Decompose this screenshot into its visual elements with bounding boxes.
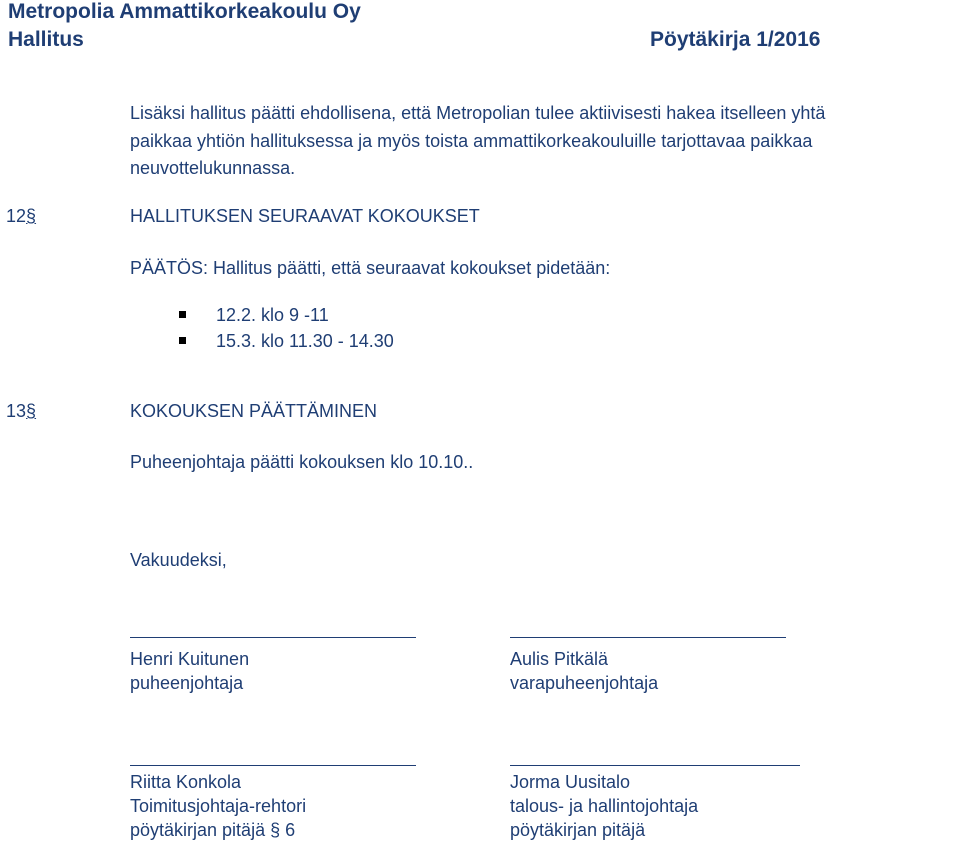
signatory-role: varapuheenjohtaja	[510, 673, 659, 693]
bullet-square-icon	[179, 311, 186, 318]
organization-name: Metropolia Ammattikorkeakoulu Oy	[8, 0, 361, 23]
signature-line	[130, 637, 416, 638]
signature-block-vice-chair	[510, 647, 658, 695]
closing-label: Vakuudeksi,	[130, 550, 227, 570]
body-name: Hallitus	[8, 28, 84, 51]
section-13-title: KOKOUKSEN PÄÄTTÄMINEN	[130, 401, 378, 421]
signatory-role: Toimitusjohtaja-rehtori	[130, 796, 307, 816]
bullet-square-icon	[179, 337, 186, 344]
signatory-name: Jorma Uusitalo	[510, 772, 631, 792]
intro-line-1: Lisäksi hallitus päätti ehdollisena, että Metropolian tulee aktiivisesti hakea itselleen yhtä	[130, 103, 826, 123]
signatory-note: pöytäkirjan pitäjä	[510, 820, 646, 840]
section-12-title: HALLITUKSEN SEURAAVAT KOKOUKSET	[130, 206, 480, 226]
signatory-note	[130, 818, 306, 842]
signatory-role: talous- ja hallintojohtaja	[510, 796, 699, 816]
meeting-date-item: 15.3. klo 11.30 - 14.30	[216, 331, 394, 351]
signatory-note-paragraph: § 6	[270, 820, 296, 840]
signature-line	[510, 637, 786, 638]
intro-line-2: paikkaa yhtiön hallituksessa ja myös toista ammattikorkeakouluille tarjottavaa paikkaa	[130, 131, 813, 151]
signatory-name: Henri Kuitunen	[130, 649, 250, 669]
section-12-number	[6, 205, 36, 228]
section-number-value: 12	[6, 206, 27, 226]
signature-block-ceo	[130, 770, 306, 842]
document-reference: Pöytäkirja 1/2016	[650, 28, 821, 51]
section-12-decision: PÄÄTÖS: Hallitus päätti, että seuraavat kokoukset pidetään:	[130, 258, 611, 278]
section-number-value: 13	[6, 401, 27, 421]
paragraph-sign: §	[26, 401, 37, 421]
signature-line	[510, 765, 800, 766]
intro-line-3: neuvottelukunnassa.	[130, 158, 296, 178]
signature-block-finance	[510, 770, 698, 842]
signature-line	[130, 765, 416, 766]
meeting-date-item: 12.2. klo 9 -11	[216, 305, 329, 325]
signatory-name: Riitta Konkola	[130, 772, 242, 792]
signature-block-chair	[130, 647, 249, 695]
section-13-number	[6, 400, 36, 423]
section-13-text: Puheenjohtaja päätti kokouksen klo 10.10..	[130, 452, 474, 472]
signatory-name: Aulis Pitkälä	[510, 649, 609, 669]
signatory-role: puheenjohtaja	[130, 673, 244, 693]
paragraph-sign: §	[26, 206, 37, 226]
signatory-note-text: pöytäkirjan pitäjä	[130, 820, 266, 840]
